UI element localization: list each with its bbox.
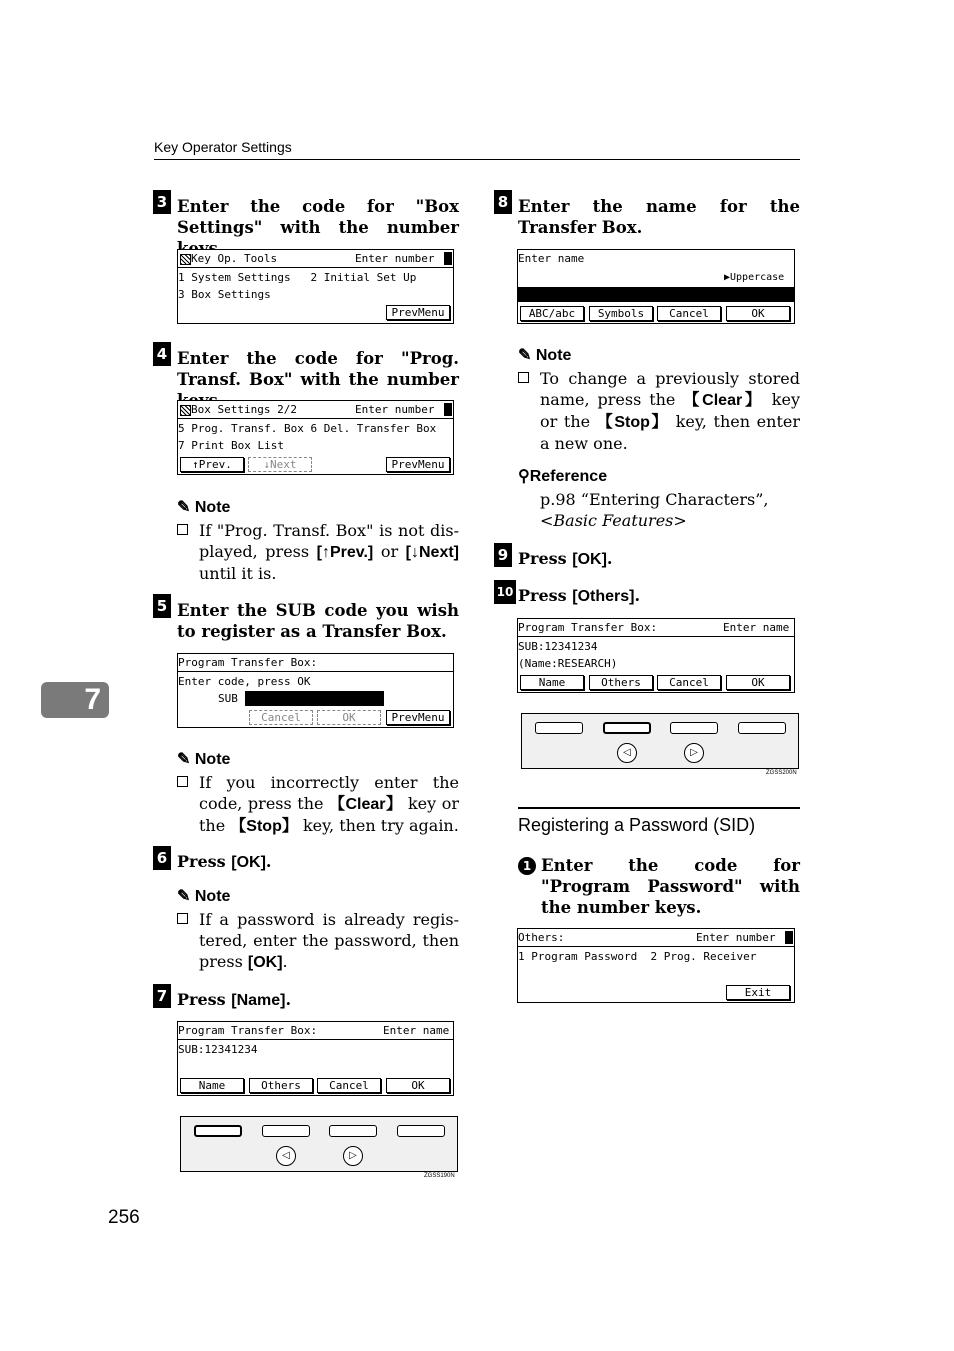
pencil-icon: ✎ bbox=[177, 888, 191, 905]
others-button[interactable]: Others bbox=[589, 675, 653, 690]
pencil-icon: ✎ bbox=[177, 751, 191, 768]
page-number: 256 bbox=[108, 1207, 140, 1228]
lcd-title: Program Transfer Box: bbox=[518, 621, 658, 634]
exit-button[interactable]: Exit bbox=[726, 985, 790, 1000]
note-3 bbox=[177, 886, 459, 973]
checkbox-bullet-icon bbox=[177, 913, 188, 924]
cancel-button[interactable]: Cancel bbox=[657, 675, 721, 690]
subsection-title: Registering a Password (SID) bbox=[518, 815, 756, 835]
control-panel bbox=[180, 1116, 458, 1172]
lcd-title: Enter name bbox=[518, 252, 585, 265]
next-button[interactable]: ↓Next bbox=[248, 457, 312, 472]
section-rule bbox=[518, 807, 800, 809]
header-rule bbox=[154, 159, 800, 160]
lcd-label: SUB bbox=[218, 692, 238, 705]
note-bullet: If "Prog. Transf. Box" is not dis-played, press [↑Prev.] or [↓Next] until it is. bbox=[177, 520, 459, 584]
lcd-line: 1 Program Password 2 Prog. Receiver bbox=[518, 950, 757, 963]
lcd-line: 1 System Settings 2 Initial Set Up bbox=[178, 271, 417, 284]
reference-link[interactable]: p.98 “Entering Characters”, <Basic Features> bbox=[540, 490, 769, 530]
pencil-icon: ✎ bbox=[177, 499, 191, 516]
selection-key[interactable] bbox=[397, 1125, 445, 1137]
step-text: Enter the code for "Prog. Transf. Box" with the number bbox=[177, 349, 459, 389]
selection-key[interactable] bbox=[194, 1125, 242, 1137]
note-heading: ✎ Note bbox=[177, 888, 231, 905]
menu-icon bbox=[180, 405, 191, 416]
step-number: 5 bbox=[153, 594, 171, 618]
lcd-title: Box Settings 2/2 bbox=[191, 403, 297, 416]
lcd-prompt: Enter number bbox=[696, 931, 776, 944]
step-number: 8 bbox=[494, 190, 512, 214]
magnifier-icon: ⚲ bbox=[518, 468, 530, 485]
lcd-line: SUB:12341234 bbox=[518, 640, 598, 653]
cursor bbox=[444, 252, 452, 265]
cursor bbox=[444, 403, 452, 416]
note-2 bbox=[177, 749, 459, 837]
input-mode: ▶Uppercase bbox=[724, 272, 785, 283]
step-5 bbox=[156, 597, 459, 642]
figure-code: ZGSS200N bbox=[766, 770, 797, 776]
lcd-line: 3 Box Settings bbox=[178, 288, 271, 301]
substep-number: 1 bbox=[518, 857, 536, 875]
symbols-button[interactable]: Symbols bbox=[589, 306, 653, 321]
note-bullet: To change a previously stored name, press the 【Clear】 key or the 【Stop】 key, then enter a new one. bbox=[518, 368, 800, 454]
selection-key[interactable] bbox=[603, 722, 651, 734]
cancel-button[interactable]: Cancel bbox=[317, 1078, 381, 1093]
step-number: 10 bbox=[494, 580, 516, 604]
cancel-button[interactable]: Cancel bbox=[249, 710, 313, 725]
running-header: Key Operator Settings bbox=[154, 139, 292, 155]
note-4 bbox=[518, 345, 800, 454]
chapter-tab: 7 bbox=[41, 682, 109, 718]
prev-button[interactable]: ↑Prev. bbox=[180, 457, 244, 472]
control-panel bbox=[521, 713, 799, 769]
lcd-screen-box-settings bbox=[177, 400, 454, 475]
selection-key[interactable] bbox=[262, 1125, 310, 1137]
lcd-line: 7 Print Box List bbox=[178, 439, 284, 452]
step-number: 3 bbox=[153, 190, 171, 214]
substep-1 bbox=[522, 855, 800, 918]
step-number: 6 bbox=[153, 846, 171, 870]
selection-key[interactable] bbox=[329, 1125, 377, 1137]
lcd-screen-program-transfer-box bbox=[177, 1021, 454, 1096]
prev-menu-button[interactable]: PrevMenu bbox=[386, 457, 450, 472]
right-arrow-icon[interactable]: ▷ bbox=[343, 1146, 363, 1166]
lcd-line: (Name:RESEARCH) bbox=[518, 657, 618, 670]
sub-code-input[interactable] bbox=[245, 691, 384, 706]
note-heading: ✎ Note bbox=[518, 347, 572, 364]
prev-menu-button[interactable]: PrevMenu bbox=[386, 710, 450, 725]
step-6: 6 Press [OK]. bbox=[177, 852, 271, 872]
name-input[interactable] bbox=[518, 287, 794, 302]
step-9: 9 Press [OK]. bbox=[518, 549, 612, 569]
step-text: Enter the SUB code you wish to register as a Transfer Box. bbox=[177, 601, 459, 641]
step-8 bbox=[497, 193, 800, 238]
left-arrow-icon[interactable]: ◁ bbox=[617, 743, 637, 763]
lcd-screen-program-transfer-box-name bbox=[517, 618, 795, 693]
name-button[interactable]: Name bbox=[520, 675, 584, 690]
note-heading: ✎ Note bbox=[177, 499, 231, 516]
others-button[interactable]: Others bbox=[249, 1078, 313, 1093]
reference-heading: ⚲Reference bbox=[518, 468, 608, 485]
step-7: 7 Press [Name]. bbox=[177, 990, 291, 1010]
step-text: Enter the code for "Program Password" with the number keys. bbox=[541, 856, 800, 917]
left-arrow-icon[interactable]: ◁ bbox=[276, 1146, 296, 1166]
step-number: 9 bbox=[494, 543, 512, 567]
step-number: 4 bbox=[153, 342, 171, 366]
right-arrow-icon[interactable]: ▷ bbox=[684, 743, 704, 763]
lcd-line: 5 Prog. Transf. Box 6 Del. Transfer Box bbox=[178, 422, 437, 435]
note-1 bbox=[177, 497, 459, 584]
checkbox-bullet-icon bbox=[177, 776, 188, 787]
lcd-title: Key Op. Tools bbox=[191, 252, 278, 265]
note-bullet: If a password is already regis-tered, enter the password, then press [OK]. bbox=[177, 909, 459, 973]
checkbox-bullet-icon bbox=[518, 372, 529, 383]
lcd-line: Enter code, press OK bbox=[178, 675, 311, 688]
menu-icon bbox=[180, 254, 191, 265]
ok-button[interactable]: OK bbox=[317, 710, 381, 725]
lcd-prompt: Enter name bbox=[383, 1024, 450, 1037]
lcd-screen-key-op-tools bbox=[177, 249, 454, 324]
name-button[interactable]: Name bbox=[180, 1078, 244, 1093]
selection-key[interactable] bbox=[535, 722, 583, 734]
lcd-prompt: Enter number bbox=[355, 252, 435, 265]
cursor bbox=[785, 931, 793, 944]
note-heading: ✎ Note bbox=[177, 751, 231, 768]
cancel-button[interactable]: Cancel bbox=[657, 306, 721, 321]
step-text: Enter the code for "Box Settings" with the number bbox=[177, 197, 459, 237]
step-number: 7 bbox=[153, 984, 171, 1008]
lcd-prompt: Enter number bbox=[355, 403, 435, 416]
selection-key[interactable] bbox=[738, 722, 786, 734]
lcd-prompt: Enter name bbox=[723, 621, 790, 634]
ok-button[interactable]: OK bbox=[386, 1078, 450, 1093]
lcd-screen-others bbox=[517, 928, 795, 1003]
ok-button[interactable]: OK bbox=[726, 306, 790, 321]
lcd-title: Program Transfer Box: bbox=[178, 656, 318, 669]
step-10: 10 Press [Others]. bbox=[518, 586, 640, 606]
ok-button[interactable]: OK bbox=[726, 675, 790, 690]
prev-menu-button[interactable]: PrevMenu bbox=[386, 305, 450, 320]
abc-button[interactable]: ABC/abc bbox=[520, 306, 584, 321]
checkbox-bullet-icon bbox=[177, 524, 188, 535]
note-bullet: If you incorrectly enter the code, press the 【Clear】 key or the 【Stop】 key, then try again. bbox=[177, 772, 459, 837]
figure-code: ZGSS190N bbox=[424, 1173, 455, 1179]
selection-key[interactable] bbox=[670, 722, 718, 734]
lcd-screen-enter-name bbox=[517, 249, 795, 324]
reference bbox=[518, 466, 800, 531]
lcd-title: Others: bbox=[518, 931, 565, 944]
lcd-title: Program Transfer Box: bbox=[178, 1024, 318, 1037]
step-text: Enter the name for the Transfer Box. bbox=[518, 197, 800, 237]
pencil-icon: ✎ bbox=[518, 347, 532, 364]
lcd-line: SUB:12341234 bbox=[178, 1043, 258, 1056]
lcd-screen-sub-code bbox=[177, 653, 454, 728]
